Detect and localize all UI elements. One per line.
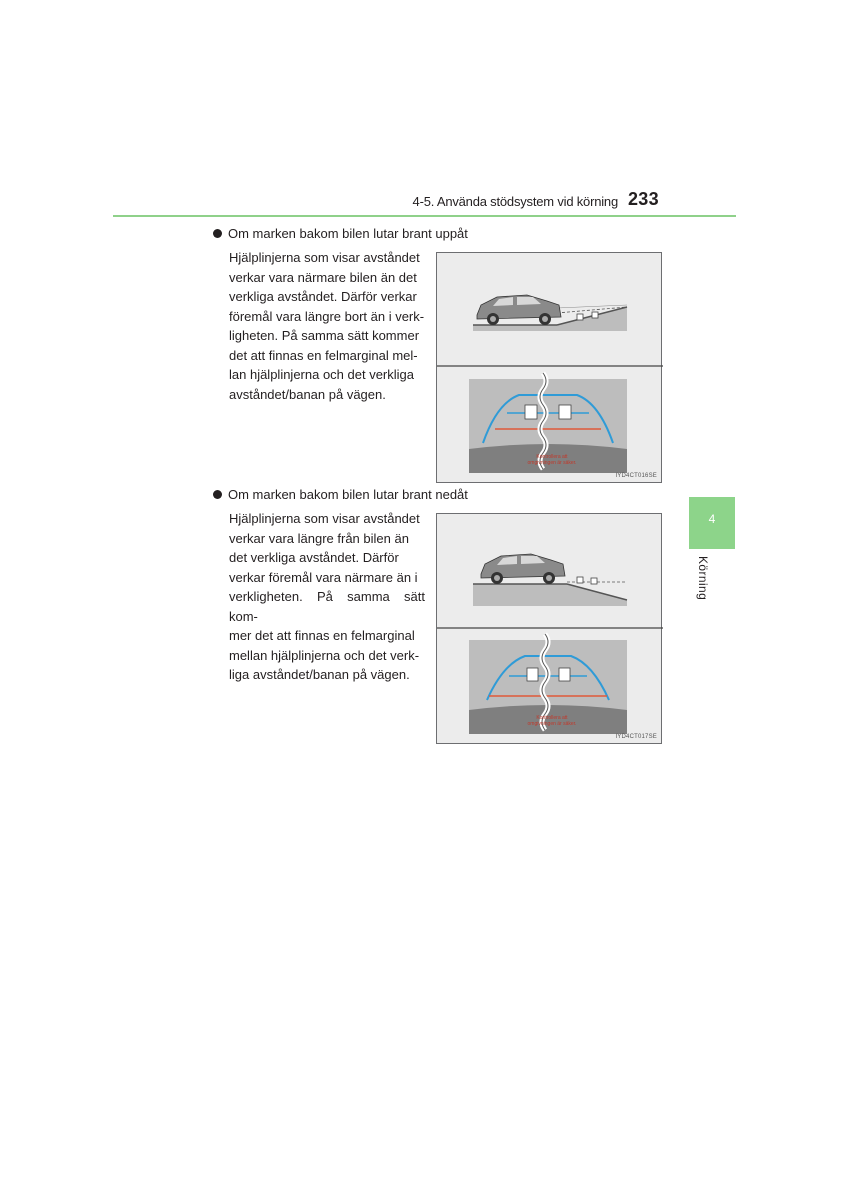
text-line: det att finnas en felmarginal mel- (229, 347, 418, 363)
paragraph-uphill (229, 248, 425, 404)
screen-note (497, 715, 607, 727)
text-line: ligheten. På samma sätt kommer (229, 328, 420, 343)
figure-code: IYD4CT016SE (615, 473, 657, 479)
car-icon (477, 295, 561, 325)
header-rule (113, 215, 736, 217)
paragraph-downhill (229, 509, 425, 685)
chapter-label: Körning (696, 556, 710, 601)
text-line: föremål vara längre bort än i verk- (229, 308, 425, 324)
text-line: verkligheten. På samma sätt kom- (229, 589, 425, 624)
figure-uphill (436, 252, 662, 483)
text-line: Hjälplinjerna som visar avståndet (229, 250, 420, 265)
text-line: verkar vara längre från bilen än (229, 530, 409, 546)
text-line: mer det att finnas en felmarginal (229, 628, 415, 643)
ground-slope (473, 584, 627, 606)
bullet-downhill-text: Om marken bakom bilen lutar brant nedåt (228, 487, 468, 502)
downhill-illustration (437, 514, 663, 745)
page-number: 233 (628, 189, 659, 209)
figure-downhill (436, 513, 662, 744)
uphill-illustration (437, 253, 663, 484)
text-line: verkliga avståndet. Därför verkar (229, 289, 417, 304)
bullet-uphill (213, 226, 468, 242)
screen-note (497, 454, 607, 466)
bullet-uphill-text: Om marken bakom bilen lutar brant uppåt (228, 226, 468, 241)
screen-note-line: omgivningen är säker. (527, 721, 577, 727)
bullet-downhill (213, 487, 468, 503)
bullet-dot-icon (213, 490, 222, 499)
chapter-tab (689, 497, 735, 549)
text-line: det verkliga avståndet. Därför (229, 550, 399, 565)
text-line: verkar vara närmare bilen än det (229, 269, 417, 285)
screen-note-line: Kontrollera att (536, 454, 568, 460)
chapter-number: 4 (708, 512, 716, 526)
car-icon (481, 554, 565, 584)
screen-note-line: omgivningen är säker. (527, 460, 577, 466)
text-line: verkar föremål vara närmare än i (229, 569, 418, 585)
text-line: mellan hjälplinjerna och det verk- (229, 647, 420, 663)
text-line: lan hjälplinjerna och det verkliga (229, 367, 415, 382)
text-line: Hjälplinjerna som visar avståndet (229, 511, 420, 526)
screen-note-line: Kontrollera att (536, 715, 568, 721)
bullet-dot-icon (213, 229, 222, 238)
figure-code: IYD4CT017SE (615, 734, 657, 740)
text-line: avståndet/banan på vägen. (229, 386, 386, 402)
text-line: liga avståndet/banan på vägen. (229, 667, 410, 682)
section-title: 4-5. Använda stödsystem vid körning (412, 194, 618, 209)
